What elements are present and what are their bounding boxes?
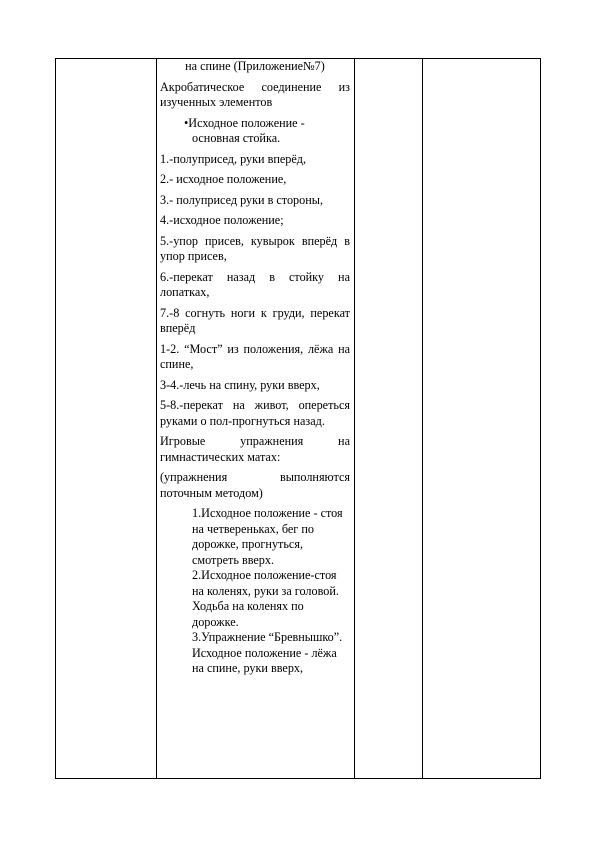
- column-divider: [422, 59, 423, 778]
- text-line: 5-8.-перекат на живот, опереться руками о пол-прогнуться назад.: [160, 398, 350, 428]
- text-line: 6.-перекат назад в стойку на лопатках,: [160, 269, 350, 299]
- text-line: Акробатическое соединение из изученных элементов: [160, 79, 350, 109]
- text-line: 3-4.-лечь на спину, руки вверх,: [160, 377, 320, 392]
- list-item: 1.Исходное положение - стоя на четвереньках, бег по дорожке, прогнуться, смотреть вверх.: [192, 506, 343, 567]
- text-line: 7.-8 согнуть ноги к груди, перекат вперёд: [160, 305, 350, 335]
- text-line: •Исходное положение - основная стойка.: [184, 115, 305, 145]
- text-line: Игровые упражнения на гимнастических матах:: [160, 434, 350, 464]
- list-item: 3.Упражнение “Бревнышко”. Исходное положение - лёжа на спине, руки вверх,: [192, 630, 343, 675]
- column-divider: [354, 59, 355, 778]
- text-line: 2.- исходное положение,: [160, 172, 287, 186]
- text-line: 4.-исходное положение;: [160, 213, 284, 227]
- text-line: 5.-упор присев, кувырок вперёд в упор присев,: [160, 233, 350, 263]
- lesson-table: [55, 58, 541, 779]
- text-line: 3.- полуприсед руки в стороны,: [160, 192, 324, 207]
- text-line: 1-2. “Мост” из положения, лёжа на спине,: [160, 341, 350, 371]
- text-line: на спине (Приложение№7): [185, 59, 325, 73]
- text-line: 1.-полуприсед, руки вперёд,: [160, 151, 307, 166]
- exercise-list: [160, 506, 350, 677]
- text-line: (упражнения выполняются поточным методом): [160, 470, 350, 500]
- list-item: 2.Исходное положение-стоя на коленях, руки за головой. Ходьба на коленях по дорожке.: [192, 568, 339, 629]
- content-cell: [156, 59, 354, 778]
